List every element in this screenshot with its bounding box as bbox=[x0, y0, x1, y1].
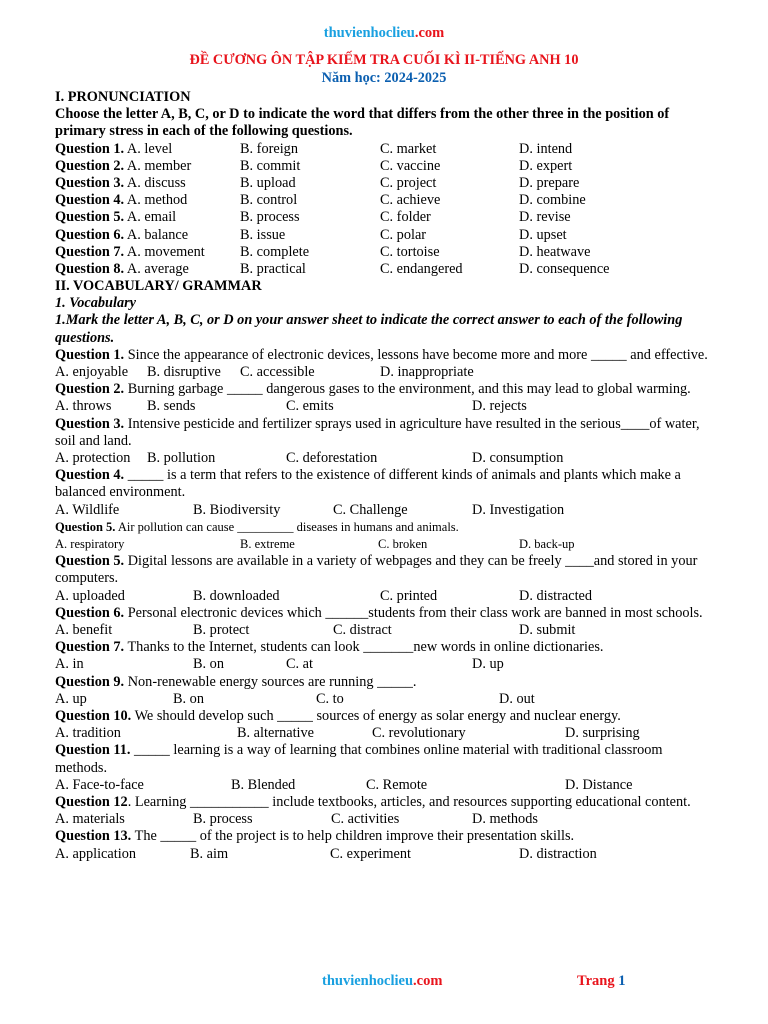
vocab-q7-stem: Question 7. Thanks to the Internet, students can look _______new words in online dictionaries. bbox=[55, 639, 604, 656]
vocab-q4-stem: Question 4. _____ is a term that refers to the existence of different kinds of animals and plants which make a balanced environment. bbox=[55, 467, 681, 501]
vocab-q11-options: A. Face-to-face B. Blended C. Remote D. Distance bbox=[55, 776, 633, 793]
vocab-q12-stem: Question 12. Learning ___________ include textbooks, articles, and resources supporting educational content. bbox=[55, 793, 691, 810]
pron-q6: Question 6. A. balance B. issue C. polar D. upset bbox=[55, 226, 567, 243]
pron-q8: Question 8. A. average B. practical C. endangered D. consequence bbox=[55, 260, 610, 277]
vocab-q5b-stem: Question 5. Digital lessons are available in a variety of webpages and they can be freely ____and stored in your computers. bbox=[55, 553, 698, 587]
vocab-q5b-options: A. uploaded B. downloaded C. printed D. distracted bbox=[55, 587, 593, 604]
footer-site-link[interactable]: thuvienhoclieu.com bbox=[322, 973, 443, 989]
vocab-q2-stem: Question 2. Burning garbage _____ dangerous gases to the environment, and this may lead to global warming. bbox=[55, 381, 691, 398]
vocab-q7-options: A. in B. on C. at D. up bbox=[55, 656, 504, 673]
vocab-q6-stem: Question 6. Personal electronic devices which ______students from their class work are banned in most schools. bbox=[55, 604, 703, 621]
vocab-q4-options: A. Wildlife B. Biodiversity C. Challenge D. Investigation bbox=[55, 501, 565, 518]
vocab-q9-options: A. up B. on C. to D. out bbox=[55, 690, 535, 707]
vocab-q13-stem: Question 13. The _____ of the project is to help children improve their presentation skills. bbox=[55, 828, 575, 845]
pron-q1: Question 1. A. level B. foreign C. market D. intend bbox=[55, 140, 573, 157]
vocab-q13-options: A. application B. aim C. experiment D. distraction bbox=[55, 845, 597, 862]
document-body bbox=[55, 89, 715, 863]
vocab-q6-options: A. benefit B. protect C. distract D. submit bbox=[55, 622, 576, 639]
page-number: Trang 1 bbox=[577, 973, 626, 989]
site-domain: .com bbox=[414, 25, 445, 41]
vocab-q5a-options: A. respiratory B. extreme C. broken D. back-up bbox=[55, 537, 575, 552]
vocab-q10-options: A. tradition B. alternative C. revolutionary D. surprising bbox=[55, 725, 640, 742]
pronunciation-instruction: Choose the letter A, B, C, or D to indicate the word that differs from the other three in the position of primary stress in each of the following questions. bbox=[55, 106, 670, 140]
vocabulary-instruction: 1.Mark the letter A, B, C, or D on your answer sheet to indicate the correct answer to each of the following questions. bbox=[55, 312, 683, 346]
vocab-q2-options: A. throws B. sends C. emits D. rejects bbox=[55, 398, 527, 415]
pron-q2: Question 2. A. member B. commit C. vaccine D. expert bbox=[55, 157, 573, 174]
school-year: Năm học: 2024-2025 bbox=[321, 70, 447, 86]
vocab-q5a-stem: Question 5. Air pollution can cause _________ diseases in humans and animals. bbox=[55, 519, 459, 534]
pron-q5: Question 5. A. email B. process C. folder D. revise bbox=[55, 209, 571, 226]
site-header[interactable] bbox=[0, 25, 768, 42]
section-heading-pronunciation: I. PRONUNCIATION bbox=[55, 89, 191, 105]
page-title: ĐỀ CƯƠNG ÔN TẬP KIẾM TRA CUỐI KÌ II-TIẾNG ANH 10 bbox=[189, 52, 579, 68]
vocab-q3-stem: Question 3. Intensive pesticide and fertilizer sprays used in agriculture have resulted in the serious____of water, soil and land. bbox=[55, 415, 700, 449]
vocab-q11-stem: Question 11. _____ learning is a way of learning that combines online material with traditional classroom methods. bbox=[55, 742, 663, 776]
section-heading-vocabulary: II. VOCABULARY/ GRAMMAR bbox=[55, 278, 262, 295]
pron-q7: Question 7. A. movement B. complete C. tortoise D. heatwave bbox=[55, 243, 591, 260]
vocab-q10-stem: Question 10. We should develop such _____ sources of energy as solar energy and nuclear energy. bbox=[55, 707, 621, 724]
vocab-q1-stem: Question 1. Since the appearance of electronic devices, lessons have become more and more _____ and effective. bbox=[55, 346, 708, 363]
pron-q3: Question 3. A. discuss B. upload C. project D. prepare bbox=[55, 174, 580, 191]
pron-q4: Question 4. A. method B. control C. achieve D. combine bbox=[55, 192, 586, 209]
vocab-q1-options: A. enjoyable B. disruptive C. accessible D. inappropriate bbox=[55, 364, 474, 381]
subsection-vocabulary: 1. Vocabulary bbox=[55, 295, 137, 312]
vocab-q3-options: A. protection B. pollution C. deforestation D. consumption bbox=[55, 450, 564, 467]
vocab-q12-options: A. materials B. process C. activities D. methods bbox=[55, 811, 538, 828]
site-name: thuvienhoclieu bbox=[323, 25, 415, 41]
vocab-q9-stem: Question 9. Non-renewable energy sources are running _____. bbox=[55, 673, 417, 690]
